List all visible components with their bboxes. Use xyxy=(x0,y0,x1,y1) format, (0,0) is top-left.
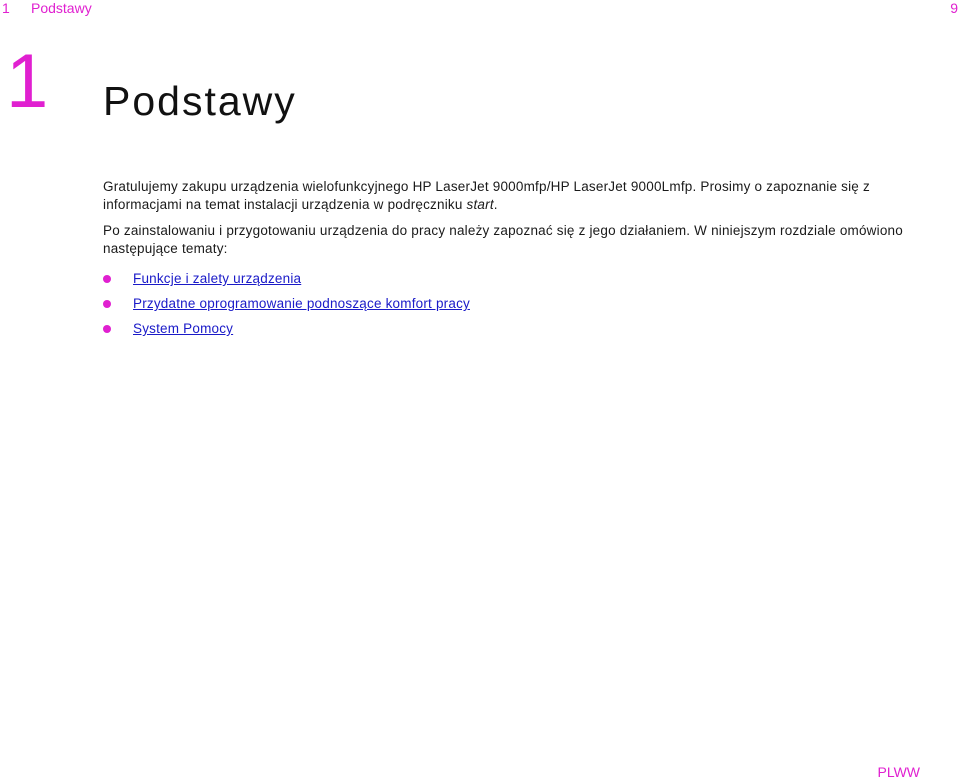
main-content xyxy=(103,178,948,341)
header-page-number: 9 xyxy=(950,0,958,16)
chapter-number: 1 xyxy=(6,39,49,124)
topic-link-help-system[interactable]: System Pomocy xyxy=(133,321,234,336)
page-header xyxy=(0,0,960,16)
page-footer: PLWW xyxy=(877,764,920,780)
header-chapter-number: 1 xyxy=(2,0,10,16)
intro-paragraph-text: Gratulujemy zakupu urządzenia wielofunkcyjnego HP LaserJet 9000mfp/HP LaserJet 9000Lmfp. Prosimy o zapoznanie się z informacjami na temat instalacji urządzenia w podręczniku xyxy=(103,179,870,212)
topics-list xyxy=(103,266,948,341)
chapter-title: Podstawy xyxy=(103,78,297,124)
topic-link-software[interactable]: Przydatne oprogramowanie podnoszące komfort pracy xyxy=(133,296,470,311)
list-item xyxy=(103,266,948,291)
intro-paragraph-emphasis: start xyxy=(466,197,494,212)
topics-intro-paragraph: Po zainstalowaniu i przygotowaniu urządzenia do pracy należy zapoznać się z jego działaniem. W niniejszym rozdziale omówiono następujące tematy: xyxy=(103,223,903,256)
intro-paragraph xyxy=(103,178,948,214)
list-item xyxy=(103,291,948,316)
list-item xyxy=(103,316,948,341)
topic-link-features[interactable]: Funkcje i zalety urządzenia xyxy=(133,271,302,286)
bullet-icon xyxy=(103,325,111,333)
bullet-icon xyxy=(103,300,111,308)
intro-paragraph-end: . xyxy=(493,197,498,212)
header-chapter-name: Podstawy xyxy=(31,0,92,16)
bullet-icon xyxy=(103,275,111,283)
